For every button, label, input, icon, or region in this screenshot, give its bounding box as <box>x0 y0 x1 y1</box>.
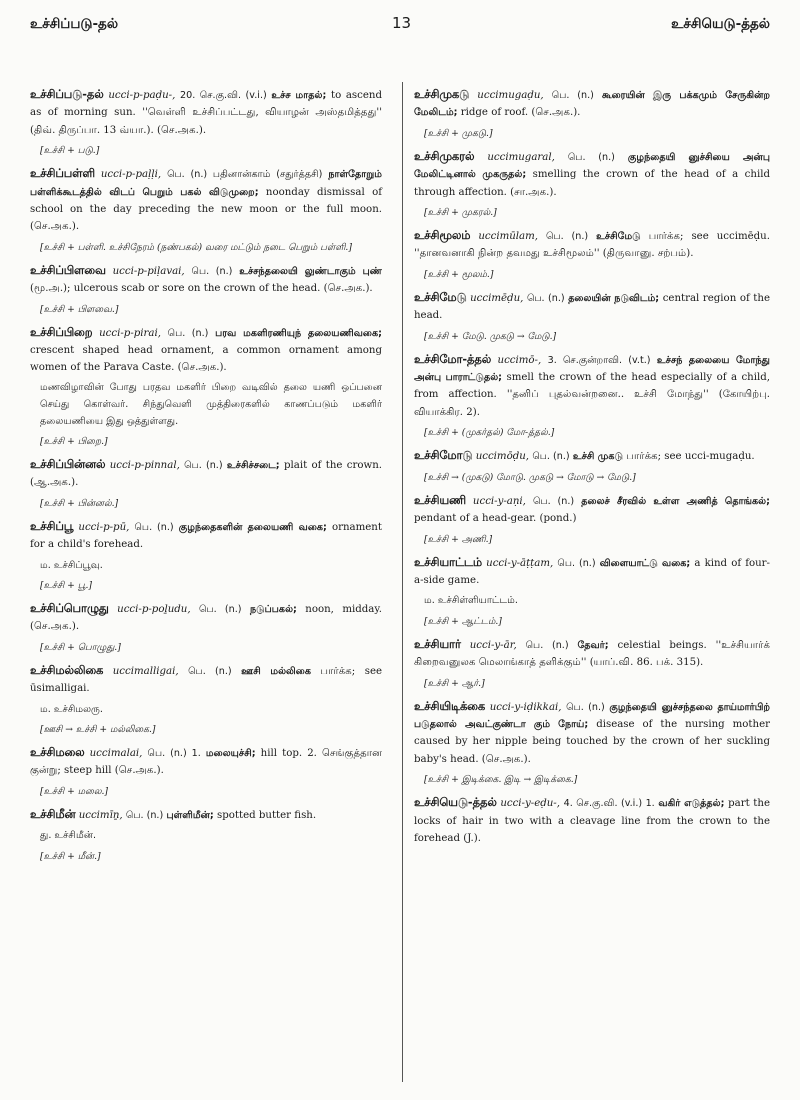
english-definition: பார்க்க; see ucci-mugaḍu. <box>626 451 755 463</box>
running-head-right: உச்சியெடு-த்தல் <box>671 16 770 32</box>
grammar-label: பெ. (n.) <box>191 265 233 277</box>
english-definition: (மூ.அ.); ulcerous scab or sore on the crown of the head. (செ.அக.). <box>30 283 373 295</box>
dictionary-entry <box>30 165 382 256</box>
english-definition: crescent shaped head ornament, a common ornament among women of the Parava Caste. (செ.அக.). <box>30 345 382 374</box>
tamil-definition: உச்சி முகடு <box>572 451 624 463</box>
running-head-left: உச்சிப்படு-தல் <box>30 16 119 32</box>
etymology: [உச்சி + மீன்.] <box>40 850 101 862</box>
dictionary-entry <box>414 148 770 221</box>
tamil-definition: நாள்தோறும் பள்ளிக்கூடத்தில் விடப் பெறும் பகல் விடுமுறை; <box>30 169 382 198</box>
transliteration: uccimugaral, <box>487 151 555 163</box>
tamil-definition: ஊசி மல்லிகை <box>241 665 312 677</box>
entry-note: மணவிழாவின் போது பரதவ மகளிர் பிறை வடிவில் தலை யணி ஒப்பனை செய்து கொள்வர். சிந்துவெளி முத்திரைகளில் காணப்படும் மகளிர் தலையணியை இது ஒத்துள்ளது. <box>40 381 382 427</box>
headword: உச்சிமீன் <box>30 807 76 821</box>
tamil-definition: புள்ளிமீன்; <box>166 809 214 821</box>
transliteration: ucci-y-iḍikkai, <box>489 701 562 713</box>
etymology: [உச்சி + பூ.] <box>40 579 93 591</box>
english-definition: ridge of roof. (செ.அக.). <box>460 107 581 119</box>
headword: உச்சிமூலம் <box>414 229 471 243</box>
headword: உச்சியிடிக்கை <box>414 699 486 713</box>
etymology: [உச்சி + பள்ளி. உச்சிநேரம் (நண்பகல்) வரை மட்டும் நடை பெறும் பள்ளி.] <box>40 241 352 253</box>
right-column <box>414 86 770 850</box>
tamil-definition: உச்சிச்சடை; <box>226 459 280 471</box>
transliteration: uccimūlam, <box>478 231 539 243</box>
tamil-definition: உச்சந் தலையை மோந்து அன்பு பாராட்டுதல்; <box>414 354 770 384</box>
dictionary-entry <box>414 492 770 548</box>
column-divider <box>402 82 403 1082</box>
etymology: [உச்சி + மூலம்.] <box>424 268 494 280</box>
dictionary-entry <box>30 262 382 318</box>
dictionary-entry <box>414 351 770 442</box>
grammar-label: பெ. (n.) 1. <box>147 747 201 759</box>
transliteration: ucci-p-poḻudu, <box>117 603 191 615</box>
transliteration: uccimō-, <box>497 354 542 366</box>
headword: உச்சியார் <box>414 637 461 651</box>
grammar-label: பெ. (n.) <box>526 292 565 304</box>
grammar-label: பெ. (n.) <box>184 459 223 471</box>
english-definition: pendant of a head-gear. (pond.) <box>414 513 577 525</box>
headword: உச்சிமோ-த்தல் <box>414 352 492 366</box>
transliteration: ucci-y-eḍu-, <box>500 798 560 810</box>
grammar-label: பெ. (n.) பதினான்காம் (சதுர்த்தசி) <box>167 169 323 181</box>
tamil-definition: குழந்தையி னுச்சந்தலை தாய்மார்பிற் படுதலால் அவட்குண்டா கும் நோய்; <box>414 701 770 730</box>
english-definition: celestial beings. ''உச்சியார்க் கிறைவனுலக மெலாங்காத் தளிக்கும்'' (யாப்.வி. 86. பக். 315). <box>414 639 770 669</box>
headword: உச்சியணி <box>414 493 466 507</box>
etymology: [உச்சி + அணி.] <box>424 533 493 545</box>
cognate: ம. உச்சிள்ளியாட்டம். <box>424 595 518 607</box>
headword: உச்சிப்பின்னல் <box>30 457 106 471</box>
etymology: [உச்சி + ஆர்.] <box>424 677 485 689</box>
grammar-label: பெ. (n.) <box>567 151 615 163</box>
grammar-label: பெ. (n.) <box>557 557 596 569</box>
headword: உச்சியெடு-த்தல் <box>414 796 497 810</box>
headword: உச்சிமுகரல் <box>414 149 475 163</box>
etymology: [உச்சி + படு.] <box>40 145 100 157</box>
tamil-definition: உச்சந்தலையி லுண்டாகும் புண் <box>239 265 382 277</box>
tamil-definition: தலைச் சீரவில் உள்ள அணித் தொங்கல்; <box>581 495 770 507</box>
transliteration: ucci-y-āṭṭam, <box>486 557 554 569</box>
english-definition: smelling the crown of the head of a child through affection. (சா.அக.). <box>414 169 770 198</box>
grammar-label: பெ. (n.) <box>551 90 594 101</box>
tamil-definition: தலையின் நடுவிடம்; <box>568 292 660 304</box>
headword: உச்சிமோடு <box>414 449 473 463</box>
grammar-label: பெ. (n.) <box>525 639 569 651</box>
english-definition: பார்க்க; see uccimēḍu. ''தானவனாகி நின்ற தவமது உச்சிமூலம்'' (திருவானு. சற்பம்). <box>414 231 770 260</box>
cognate: ம. உச்சிப்பூவு. <box>40 559 103 571</box>
etymology: [உச்சி + இடிக்கை. இடி → இடிக்கை.] <box>424 774 578 786</box>
tamil-definition: குழந்தையி னுச்சியை அன்பு மேலிட்டினால் முகருதல்; <box>414 151 770 181</box>
english-definition: noonday dismissal of school on the day preceding the new moon or the full moon. (செ.அக.). <box>30 186 382 233</box>
grammar-label: 20. செ.கு.வி. (v.i.) <box>180 90 267 101</box>
tamil-definition: வகிர் எடுத்தல்; <box>658 798 725 810</box>
english-definition: plait of the crown. (ஆ.அக.). <box>30 459 382 489</box>
english-definition: central region of the head. <box>414 292 770 322</box>
headword: உச்சிமலை <box>30 745 85 759</box>
etymology: [உச்சி + மலை.] <box>40 785 108 797</box>
english-definition: noon, midday. (செ.அக.). <box>30 603 383 633</box>
english-definition: smell the crown of the head especially of a child, from affection. ''தனிப் புதல்வன்றனை.. உச்சி மோந்து'' (கோயிற்பு. வியாக்கிர. 2). <box>414 372 771 418</box>
grammar-label: பெ. (n.) <box>125 809 164 821</box>
etymology: [உச்சி + (முகர்தல்) மோ-த்தல்.] <box>424 427 555 439</box>
etymology: [உச்சி + பிறை.] <box>40 435 108 447</box>
transliteration: ucci-p-piḷavai, <box>112 265 185 277</box>
grammar-label: பெ. (n.) <box>533 495 575 507</box>
dictionary-entry <box>414 227 770 283</box>
grammar-label: 3. செ.குன்றாவி. (v.t.) <box>547 354 651 366</box>
transliteration: ucci-p-pirai, <box>99 327 161 339</box>
left-column <box>30 86 382 871</box>
etymology: [உச்சி → (முகடு) மோடு. முகடு → மோடு → மேடு.] <box>424 471 636 483</box>
dictionary-entry <box>414 636 770 692</box>
headword: உச்சிப்பொழுது <box>30 601 109 615</box>
english-definition: disease of the nursing mother caused by her nipple being touched by the crown of her suckling baby's head. (செ.அக.). <box>414 718 770 765</box>
dictionary-entry <box>30 86 382 159</box>
etymology: [உச்சி + பிளவை.] <box>40 303 119 315</box>
tamil-definition: மலையுச்சி; <box>205 747 256 759</box>
english-definition: a kind of four-a-side game. <box>414 557 770 586</box>
grammar-label: பெ. (n.) <box>566 701 605 713</box>
dictionary-entry <box>30 324 382 450</box>
headword: உச்சிப்பள்ளி <box>30 167 95 181</box>
etymology: [உச்சி + மேடு. முகடு → மேடு.] <box>424 330 557 342</box>
dictionary-entry <box>30 662 382 738</box>
transliteration: uccimīṉ, <box>78 809 123 821</box>
tamil-definition: விளையாட்டு வகை; <box>599 557 691 569</box>
transliteration: uccimalligai, <box>112 665 179 677</box>
tamil-definition: தேவர்; <box>577 639 609 651</box>
dictionary-entry <box>414 86 770 142</box>
grammar-label: பெ. (n.) <box>199 603 242 615</box>
headword: உச்சிப்பூ <box>30 519 74 533</box>
etymology: [உச்சி + பின்னல்.] <box>40 497 119 509</box>
transliteration: ucci-p-paḷḷi, <box>100 169 162 181</box>
headword: உச்சிமேடு <box>414 290 467 304</box>
etymology: [உச்சி + ஆட்டம்.] <box>424 615 502 627</box>
english-definition: spotted butter fish. <box>217 809 317 821</box>
headword: உச்சிப்பிளவை <box>30 263 106 277</box>
headword: உச்சிப்படு-தல் <box>30 88 104 101</box>
dictionary-entry <box>414 447 770 485</box>
transliteration: ucci-p-pinnal, <box>109 459 180 471</box>
transliteration: ucci-y-ār, <box>469 639 517 651</box>
headword: உச்சிமுகடு <box>414 88 470 101</box>
headword: உச்சிமல்லிகை <box>30 663 104 677</box>
dictionary-entry <box>414 289 770 345</box>
grammar-label: பெ. (n.) <box>134 521 174 533</box>
dictionary-entry <box>414 554 770 630</box>
dictionary-entry <box>30 806 382 865</box>
grammar-label: பெ. (n.) <box>167 327 209 339</box>
english-definition: பார்க்க; see ūsimalligai. <box>30 665 382 695</box>
headword: உச்சிப்பிறை <box>30 325 93 339</box>
dictionary-entry <box>414 794 770 847</box>
grammar-label: 4. செ.கு.வி. (v.i.) 1. <box>563 798 655 810</box>
english-definition: part the locks of hair in two with a cleavage line from the crown to the forehead (J.). <box>414 798 770 844</box>
page-number: 13 <box>392 14 412 32</box>
cognate: து. உச்சிமீன். <box>40 830 97 842</box>
transliteration: ucci-p-pū, <box>78 521 130 533</box>
etymology: [உச்சி + பொழுது.] <box>40 641 121 653</box>
grammar-label: பெ. (n.) <box>188 665 232 677</box>
etymology: [உச்சி + முகடு.] <box>424 127 493 139</box>
headword: உச்சியாட்டம் <box>414 555 483 569</box>
dictionary-entry <box>30 518 382 594</box>
grammar-label: பெ. (n.) <box>532 451 570 463</box>
tamil-definition: உச்ச மாதல்; <box>271 90 327 101</box>
dictionary-entry <box>30 600 382 656</box>
dictionary-entry <box>30 456 382 512</box>
english-definition: hill top. 2. செங்குத்தான குன்று; steep hill (செ.அக.). <box>30 747 382 777</box>
etymology: [உச்சி + முகரல்.] <box>424 207 497 219</box>
tamil-definition: நடுப்பகல்; <box>249 603 297 615</box>
page-header <box>30 12 770 38</box>
transliteration: uccimugaḍu, <box>477 90 544 101</box>
cognate: ம. உச்சிமலரு. <box>40 703 103 715</box>
tamil-definition: உச்சிமேடு <box>596 231 641 243</box>
tamil-definition: கூரையின் இரு பக்கமும் சேருகின்ற மேலிடம்; <box>414 90 771 119</box>
transliteration: ucci-y-aṇi, <box>472 495 526 507</box>
tamil-definition: பரவ மகளிரணியுந் தலையணிவகை; <box>215 327 382 339</box>
transliteration: ucci-p-paḍu-, <box>108 90 176 101</box>
english-definition: ornament for a child's forehead. <box>30 521 382 551</box>
dictionary-entry <box>414 698 770 789</box>
etymology: [ஊசி → உச்சி + மல்லிகை.] <box>40 723 156 735</box>
transliteration: uccimōḍu, <box>475 451 530 463</box>
grammar-label: பெ. (n.) <box>546 231 589 243</box>
dictionary-entry <box>30 744 382 800</box>
english-definition: to ascend as of morning sun. ''வெள்ளி உச்சிப்பட்டது, வியாழன் அஸ்தமித்தது'' (திவ். திருப்பா. 13 வ்யா.). (செ.அக.). <box>30 90 382 136</box>
transliteration: uccimalai, <box>89 747 143 759</box>
tamil-definition: குழந்தைகளின் தலையணி வகை; <box>178 521 327 533</box>
transliteration: uccimēḍu, <box>470 292 524 304</box>
